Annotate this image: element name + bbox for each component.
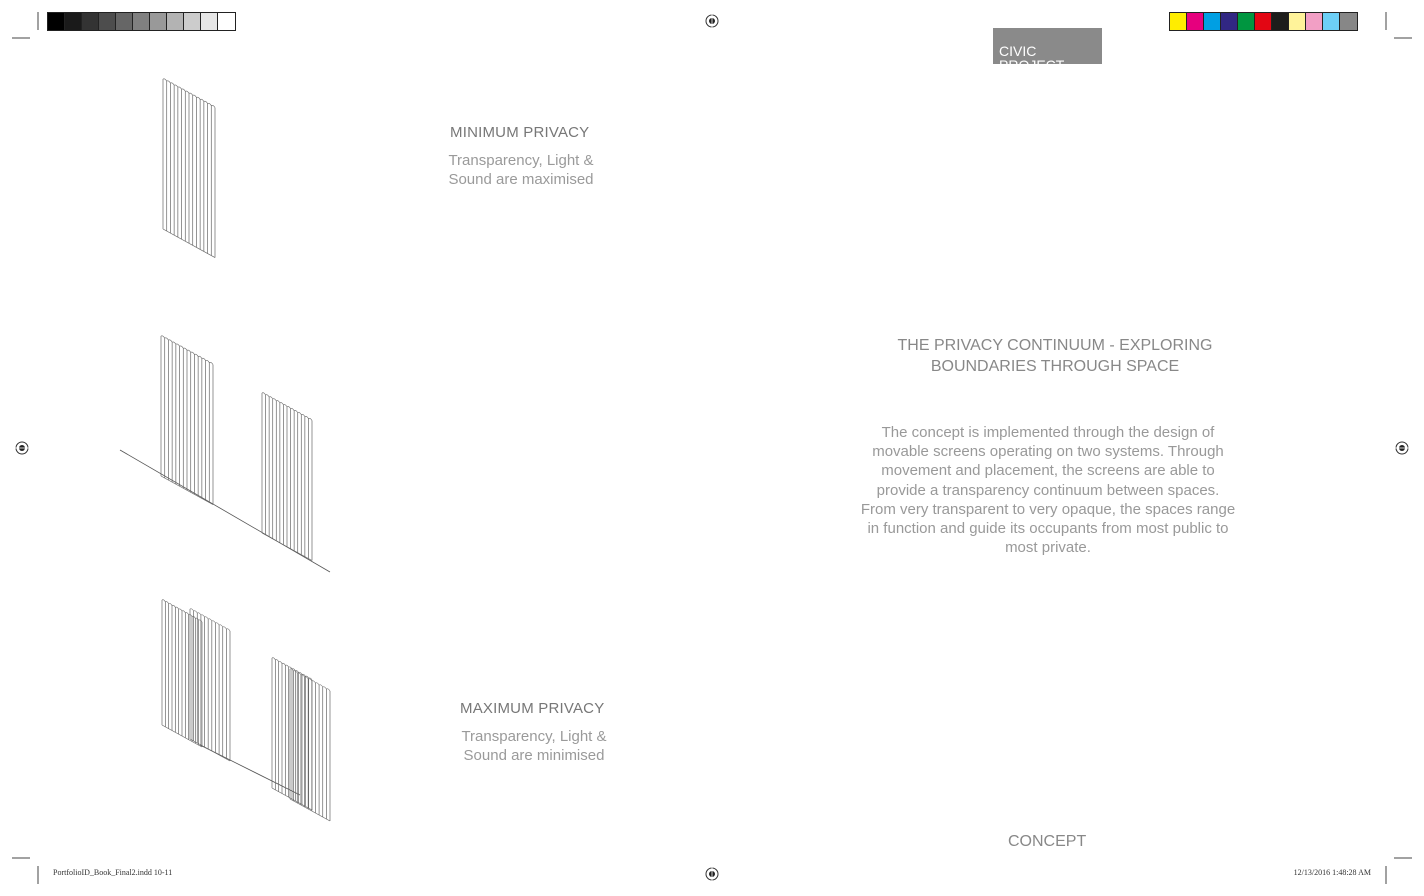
page-section-label: CONCEPT: [1008, 833, 1087, 850]
max-privacy-heading: MAXIMUM PRIVACY: [460, 700, 605, 717]
screen-panel: [190, 609, 230, 761]
slug-timestamp: 12/13/2016 1:48:28 AM: [1293, 868, 1371, 877]
min-privacy-heading: MINIMUM PRIVACY: [450, 124, 590, 141]
screen-panel: [161, 336, 213, 505]
floor-line: [120, 450, 330, 572]
screen-panel: [163, 79, 215, 258]
concept-title: THE PRIVACY CONTINUUM - EXPLORING BOUNDARIES THROUGH SPACE: [897, 337, 1213, 375]
screen-panel: [290, 669, 330, 821]
screen-panel: [272, 658, 312, 810]
concept-body: The concept is implemented through the design of movable screens operating on two systems. Through movement and placement, the screens are able to provide a transparency continuum between spaces. From very transparent to very opaque, the spaces range in function and guide its occupants from most public to most private.: [860, 424, 1236, 557]
max-privacy-description: Transparency, Light & Sound are minimised: [461, 728, 607, 764]
screen-panel: [262, 393, 312, 561]
screen-panel: [162, 600, 202, 747]
section-tag: CIVIC PROJECT: [993, 28, 1102, 64]
min-privacy-description: Transparency, Light & Sound are maximised: [448, 152, 594, 188]
slug-file-name: PortfolioID_Book_Final2.indd 10-11: [53, 868, 173, 877]
